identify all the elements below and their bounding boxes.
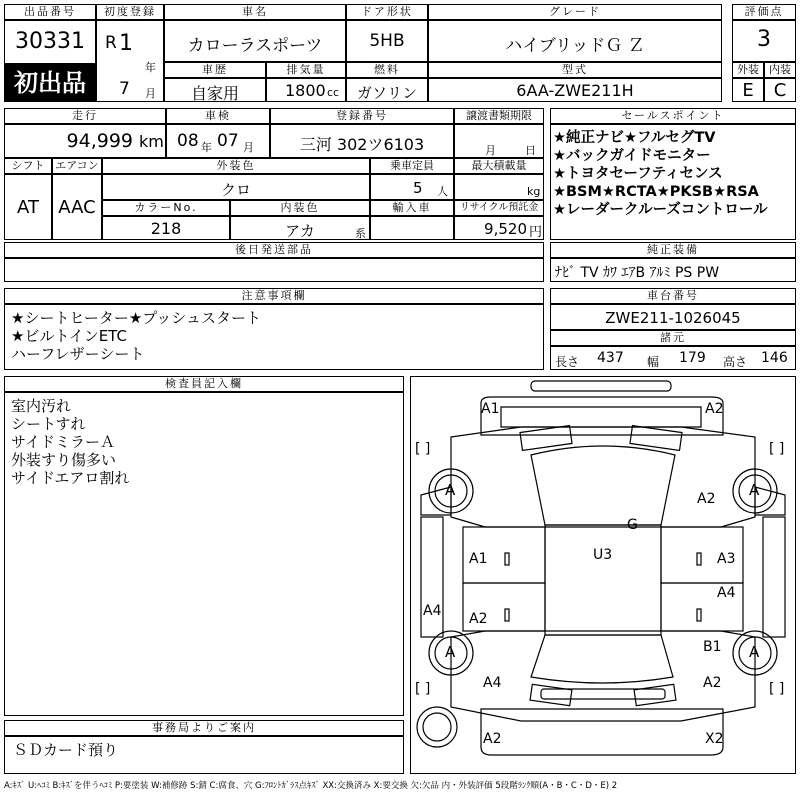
shift-value: AT xyxy=(17,197,39,218)
sales-point-item: ★純正ナビ★フルセグTV xyxy=(553,130,716,146)
inspector-header: 検査員記入欄 xyxy=(4,376,404,392)
interior-cell xyxy=(764,78,796,102)
fuel-header: 燃料 xyxy=(346,62,428,78)
reg-no-value: 三河 302ツ6103 xyxy=(299,135,425,154)
height-label: 高さ xyxy=(723,355,748,369)
reg-no-cell xyxy=(270,124,454,158)
bracket-mark: [ ] xyxy=(415,681,431,697)
note-item: ★ビルトインETC xyxy=(11,327,127,345)
damage-mark: A2 xyxy=(705,401,724,417)
transfer-day-unit: 日 xyxy=(525,144,536,157)
reg-month-value: 7 xyxy=(119,79,130,99)
color-no-header: カラーNo. xyxy=(102,200,230,216)
first-reg-cell xyxy=(96,20,164,102)
car-name-value: カローラスポーツ xyxy=(187,36,323,56)
displacement-unit: cc xyxy=(327,86,340,99)
aircon-cell xyxy=(52,174,102,240)
damage-mark: A3 xyxy=(717,551,736,567)
recycle-cell xyxy=(454,216,544,240)
grade-cell xyxy=(428,20,722,62)
notes-header: 注意事項欄 xyxy=(4,288,544,304)
reg-month-unit: 月 xyxy=(145,87,156,100)
damage-mark: A2 xyxy=(703,675,722,691)
height-value: 146 xyxy=(761,350,788,366)
ext-color-cell xyxy=(102,174,370,200)
score-value: 3 xyxy=(757,27,771,52)
genuine-header: 純正装備 xyxy=(550,242,796,258)
damage-mark: A2 xyxy=(697,491,716,507)
history-value: 自家用 xyxy=(190,84,239,103)
damage-mark: A1 xyxy=(469,551,488,567)
capacity-cell xyxy=(370,174,454,200)
sales-point-item: ★レーダークルーズコントロール xyxy=(553,202,768,218)
bracket-mark: [ ] xyxy=(769,681,785,697)
damage-mark: A1 xyxy=(481,401,500,417)
sales-points-header: セールスポイント xyxy=(550,108,796,124)
capacity-unit: 人 xyxy=(437,185,448,198)
genuine-cell xyxy=(550,258,796,282)
int-color-header: 内装色 xyxy=(230,200,370,216)
dimensions-cell xyxy=(550,346,796,370)
damage-mark: A2 xyxy=(483,731,502,747)
mileage-value: 94,999 xyxy=(66,130,133,152)
office-box xyxy=(4,736,404,774)
lot-no-header: 出品番号 xyxy=(4,4,96,20)
displacement-header: 排気量 xyxy=(266,62,346,78)
int-color-unit: 系 xyxy=(355,227,366,240)
legend-text: A:ｷｽﾞ U:ﾍｺﾐ B:ｷｽﾞを伴うﾍｺﾐ P:要塗装 W:補修跡 S:錆 C:腐食、穴 G:ﾌﾛﾝﾄｶﾞﾗｽ点ｷｽﾞ XX:交換済み X:要交換 欠:欠品 内・外装評価 5段階ﾗﾝｸ順(A・B・C・D・E) 2 xyxy=(4,781,618,791)
width-value: 179 xyxy=(679,350,706,366)
color-no-value: 218 xyxy=(150,219,182,238)
max-load-cell xyxy=(454,174,544,200)
recycle-value: 9,520 xyxy=(484,220,527,238)
door-cell xyxy=(346,20,428,62)
wheel-mark: A xyxy=(749,643,760,661)
ext-color-header: 外装色 xyxy=(102,158,370,174)
door-header: ドア形状 xyxy=(346,4,428,20)
lot-no-cell xyxy=(4,20,96,64)
max-load-header: 最大積載量 xyxy=(454,158,544,174)
car-diagram xyxy=(410,376,796,774)
damage-mark: A2 xyxy=(469,611,488,627)
shift-cell xyxy=(4,174,52,240)
wheel-mark: A xyxy=(445,481,456,499)
length-value: 437 xyxy=(597,350,624,366)
door-value: 5HB xyxy=(369,31,405,51)
office-header: 事務局よりご案内 xyxy=(4,720,404,736)
bracket-mark: [ ] xyxy=(415,441,431,457)
transfer-doc-header: 譲渡書類期限 xyxy=(454,108,544,124)
recycle-unit: 円 xyxy=(529,225,543,240)
score-header: 評価点 xyxy=(732,4,796,20)
transfer-doc-cell xyxy=(454,124,544,158)
inspection-year: 08 xyxy=(177,131,199,151)
recycle-header: リサイクル預託金 xyxy=(454,200,544,216)
sales-point-item: ★バックガイドモニター xyxy=(553,148,711,164)
reg-no-header: 登録番号 xyxy=(270,108,454,124)
capacity-value: 5 xyxy=(413,179,423,197)
fuel-cell xyxy=(346,78,428,102)
fuel-value: ガソリン xyxy=(356,84,417,102)
model-header: 型式 xyxy=(428,62,722,78)
max-load-unit: kg xyxy=(527,185,541,198)
reg-year-value: 1 xyxy=(119,31,133,56)
damage-mark: A4 xyxy=(483,675,502,691)
grade-value: ハイブリッドＧ Ｚ xyxy=(505,36,645,56)
later-parts-cell xyxy=(4,258,544,282)
sales-point-item: ★トヨタセーフティセンス xyxy=(553,166,723,182)
wheel-mark: A xyxy=(445,643,456,661)
damage-mark: A4 xyxy=(717,585,736,601)
inspection-month: 07 xyxy=(217,131,239,151)
import-header: 輸入車 xyxy=(370,200,454,216)
note-item: ハーフレザーシート xyxy=(11,345,145,363)
notes-box xyxy=(4,304,544,370)
inspector-item: 外装すり傷多い xyxy=(11,451,117,469)
interior-header: 内装 xyxy=(764,62,796,78)
exterior-grade: E xyxy=(742,80,754,101)
int-color-cell xyxy=(230,216,370,240)
inspection-cell xyxy=(166,124,270,158)
inspection-year-unit: 年 xyxy=(201,141,212,154)
first-reg-header: 初度登録 xyxy=(96,4,164,20)
history-header: 車歴 xyxy=(164,62,266,78)
interior-grade: C xyxy=(773,80,787,101)
sales-points-box xyxy=(550,124,796,240)
color-no-cell xyxy=(102,216,230,240)
width-label: 幅 xyxy=(647,355,660,369)
inspector-box xyxy=(4,392,404,716)
inspector-item: シートすれ xyxy=(11,415,86,433)
grade-header: グレード xyxy=(428,4,722,20)
inspection-header: 車検 xyxy=(166,108,270,124)
displacement-value: 1800 xyxy=(285,81,326,100)
note-item: ★シートヒーター★プッシュスタート xyxy=(11,309,261,327)
car-name-cell xyxy=(164,20,346,62)
int-color-value: アカ xyxy=(285,222,315,240)
office-item: ＳＤカード預り xyxy=(13,741,119,759)
first-listing-badge: 初出品 xyxy=(4,64,96,102)
dimensions-header: 諸元 xyxy=(550,330,796,346)
mileage-cell xyxy=(4,124,166,158)
era-value: R xyxy=(105,33,117,53)
genuine-value: ﾅﾋﾞ TV ｶﾜ ｴｱB ｱﾙﾐ PS PW xyxy=(555,265,720,281)
wheel-mark: A xyxy=(749,481,760,499)
car-name-header: 車名 xyxy=(164,4,346,20)
aircon-value: AAC xyxy=(58,197,96,218)
exterior-header: 外装 xyxy=(732,62,764,78)
inspector-item: サイドエアロ割れ xyxy=(11,469,130,487)
history-cell xyxy=(164,78,266,102)
score-cell xyxy=(732,20,796,62)
damage-mark: A4 xyxy=(423,603,442,619)
car-diagram-svg xyxy=(411,377,795,773)
mileage-unit: km xyxy=(139,132,164,151)
inspector-item: サイドミラーＡ xyxy=(11,433,115,451)
inspector-item: 室内汚れ xyxy=(11,397,72,415)
ext-color-value: クロ xyxy=(220,181,251,199)
chassis-value: ZWE211-1026045 xyxy=(605,309,741,327)
chassis-header: 車台番号 xyxy=(550,288,796,304)
aircon-header: エアコン xyxy=(52,158,102,174)
length-label: 長さ xyxy=(555,355,580,369)
chassis-cell xyxy=(550,304,796,330)
later-parts-header: 後日発送部品 xyxy=(4,242,544,258)
capacity-header: 乗車定員 xyxy=(370,158,454,174)
displacement-cell xyxy=(266,78,346,102)
model-cell xyxy=(428,78,722,102)
damage-mark: X2 xyxy=(705,731,724,747)
transfer-month-unit: 月 xyxy=(485,144,496,157)
mileage-header: 走行 xyxy=(4,108,166,124)
bracket-mark: [ ] xyxy=(769,441,785,457)
shift-header: シフト xyxy=(4,158,52,174)
damage-mark: U3 xyxy=(593,547,613,563)
sales-point-item: ★BSM★RCTA★PKSB★RSA xyxy=(553,184,759,200)
model-value: 6AA-ZWE211H xyxy=(516,81,634,100)
inspection-month-unit: 月 xyxy=(243,141,254,154)
lot-no-value: 30331 xyxy=(15,29,85,54)
import-cell xyxy=(370,216,454,240)
damage-mark: G xyxy=(627,517,638,533)
reg-year-unit: 年 xyxy=(145,61,156,74)
exterior-cell xyxy=(732,78,764,102)
damage-mark: B1 xyxy=(703,639,722,655)
